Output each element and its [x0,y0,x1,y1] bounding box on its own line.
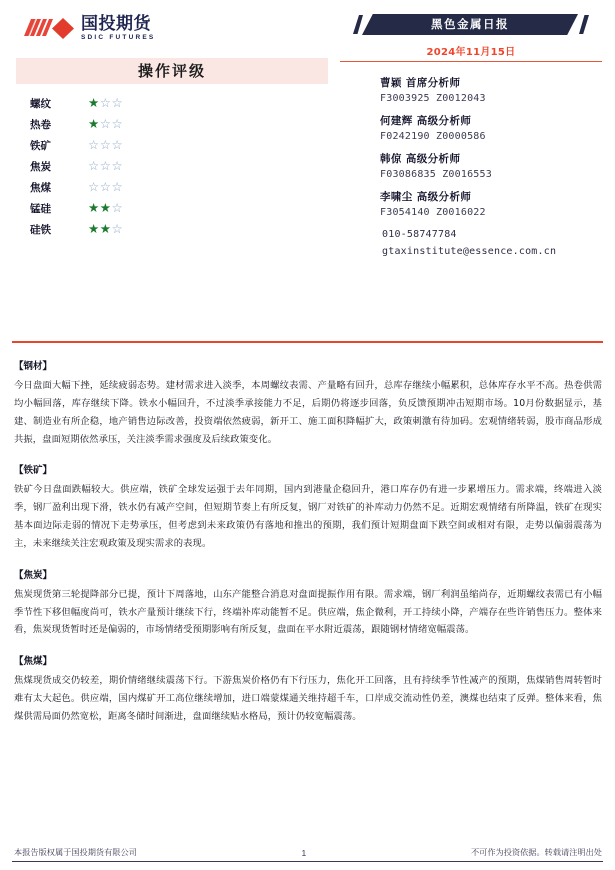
section-text: 今日盘面大幅下挫，延续疲弱态势。建材需求进入淡季，本周螺纹表需、产量略有回升，总库存继续小幅累积，总体库存水平不高。热卷供需均小幅回落，库存继续下降。铁水小幅回升，不过淡季承接能力不足，后期仍将逐步回落，负反馈预期冲击短期市场。10月份数据显示，基建、制造业有所企稳，地产销售边际改善，投资端依然疲弱，新开工、施工面积降幅扩大，政策刺激有待加码。宏观情绪转弱，股市商品形成共振，盘面短期依然承压，关注淡季需求强度及后续政策变化。 [14,380,602,445]
rating-commodity-name: 热卷 [30,119,51,131]
star-empty-icon: ☆ [88,137,100,153]
report-header [0,0,615,338]
logo-english-name: SDIC FUTURES [81,34,156,42]
section-heading: 【焦煤】 [14,656,53,668]
star-empty-icon: ☆ [99,95,112,111]
section-text: 铁矿今日盘面跌幅较大。供应端，铁矿全球发运强于去年同期，国内到港量企稳回升，港口库存仍有进一步累增压力。需求端，终端进入淡季，钢厂盈利出现下滑，铁水仍有减产空间，但短期节奏上有所反复，钢厂对铁矿的补库动力仍然不足。近期宏观情绪有所降温，铁矿在现实基本面边际走弱的情况下走势承压，但考虑到未来政策仍有落地和推出的预期，我们预计短期盘面下跌空间或相对有限，走势以偏弱震荡为主，未来继续关注宏观政策及现实需求的表现。 [14,484,602,549]
page-footer [14,847,602,858]
star-empty-icon: ☆ [111,137,124,153]
rating-row [30,93,123,114]
rating-stars [88,156,123,177]
star-empty-icon: ☆ [111,158,124,174]
date-underline [340,61,602,62]
footer-divider [12,861,603,862]
star-empty-icon: ☆ [99,179,112,195]
rating-commodity-name: 铁矿 [30,140,51,152]
report-section [14,567,602,640]
rating-stars [88,219,123,240]
rating-commodity-name: 焦炭 [30,161,51,173]
star-empty-icon: ☆ [111,95,124,111]
contact-phone[interactable]: 010-58747784 [382,229,457,240]
star-filled-icon: ★ [88,95,100,111]
rating-commodity-name: 硅铁 [30,224,51,236]
contact-email[interactable]: gtaxinstitute@essence.com.cn [382,246,557,257]
report-section [14,653,602,726]
star-filled-icon: ★ [88,221,100,237]
rating-commodity-name: 锰硅 [30,203,51,215]
rating-commodity-name: 螺纹 [30,98,51,110]
star-empty-icon: ☆ [111,200,124,216]
section-text: 焦煤现货成交仍较差，期价情绪继续震荡下行。下游焦炭价格仍有下行压力，焦化开工回落，且有持续季节性减产的预期，焦煤销售周转暂时难有太大起色。供应端，国内煤矿开工高位继续增加，进口端蒙煤通关维持超千车，口岸成交流动性仍差，澳煤也结束了反弹。整体来看，焦煤供需局面仍然宽松，距离冬储时间渐进，盘面继续贴水格局，预计仍较宽幅震荡。 [14,675,602,722]
star-empty-icon: ☆ [88,179,100,195]
header-left-column [16,12,328,240]
analyst-license-codes: F3003925 Z0012043 [380,93,486,104]
logo-wordmark [81,16,155,42]
analyst-list [380,75,602,218]
rating-stars [88,114,123,135]
rating-row [30,135,123,156]
header-right-column [340,14,602,263]
operation-rating-table [30,93,123,240]
rating-row [30,177,123,198]
section-text: 焦炭现货第三轮提降部分已提，预计下周落地，山东产能整合消息对盘面提振作用有限。需求端，钢厂利润虽缩尚存，近期螺纹表需已有小幅季节性下移但幅度尚可，铁水产量预计继续下行，终端补库动能暂不足。供应端，焦企微利，开工持续小降，产端存在些许销售压力。整体来看，焦炭现货暂时还是偏弱的，市场情绪受预期影响有所反复，盘面在平水附近震荡，跟随钢材情绪宽幅震荡。 [14,588,602,636]
rating-panel-title: 操作评级 [16,58,328,84]
section-heading: 【铁矿】 [14,465,53,477]
star-filled-icon: ★ [88,200,100,216]
rating-stars [88,93,123,114]
star-empty-icon: ☆ [111,179,124,195]
logo-chinese-name: 国投期货 [81,14,151,35]
report-date: 2024年11月15日 [426,47,516,58]
star-empty-icon: ☆ [111,116,124,132]
footer-page-number: 1 [301,847,307,858]
footer-copyright: 本报告版权属于国投期货有限公司 [14,847,137,857]
rating-row [30,114,123,135]
banner-right-accent-icon [579,15,589,34]
analyst-license-codes: F03086835 Z0016553 [380,169,492,180]
section-heading: 【焦炭】 [14,569,53,581]
rating-rows [30,93,123,240]
star-filled-icon: ★ [88,116,100,132]
star-filled-icon: ★ [99,221,112,237]
star-filled-icon: ★ [99,200,112,216]
rating-row [30,156,123,177]
star-empty-icon: ☆ [111,221,124,237]
footer-disclaimer: 不可作为投资依据。转载请注明出处 [470,847,602,857]
analyst-license-codes: F3054140 Z0016022 [380,207,486,218]
section-heading: 【钢材】 [14,361,53,372]
report-title: 黑色金属日报 [431,17,509,31]
analyst-name: 曹颖 首席分析师 [380,77,461,89]
rating-stars [88,177,123,198]
analyst-name: 李啸尘 高级分析师 [380,191,472,203]
star-empty-icon: ☆ [99,158,112,174]
rating-row [30,219,123,240]
star-empty-icon: ☆ [88,158,100,174]
report-title-banner [340,14,602,36]
rating-row [30,198,123,219]
analyst-name: 韩倞 高级分析师 [380,153,461,165]
star-empty-icon: ☆ [99,137,112,153]
red-diamond-hatch-logo-icon [22,16,76,42]
contact-block [382,229,602,257]
company-logo [22,12,328,46]
analyst-license-codes: F0242190 Z0000586 [380,131,486,142]
header-divider [12,341,603,343]
star-empty-icon: ☆ [99,116,112,132]
report-body [14,358,602,740]
report-section [14,462,602,552]
report-section [14,358,602,448]
analyst-name: 何建辉 高级分析师 [380,115,472,127]
rating-stars [88,198,123,219]
rating-commodity-name: 焦煤 [30,182,51,194]
rating-stars [88,135,123,156]
